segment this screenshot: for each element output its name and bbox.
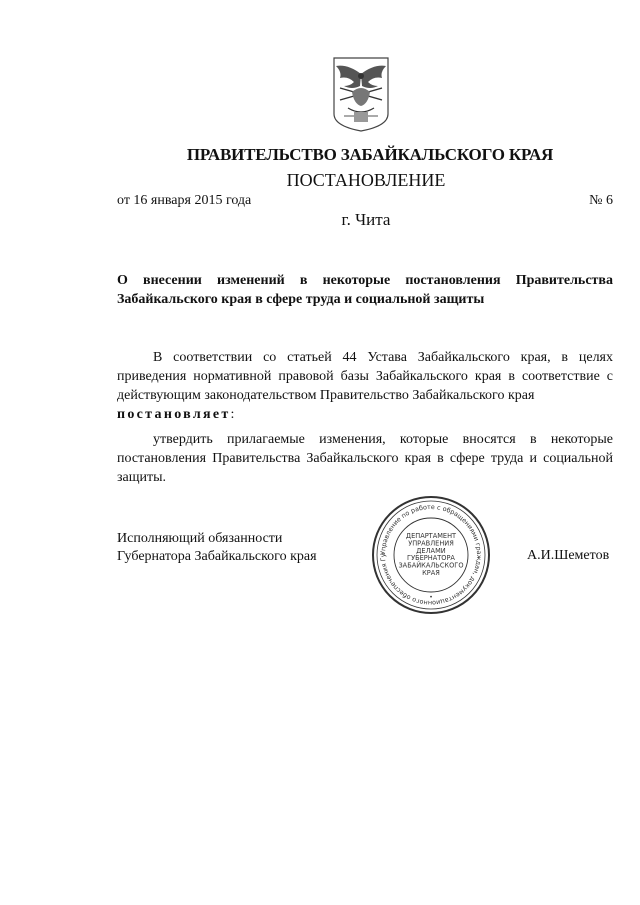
stamp-center-line: ЗАБАЙКАЛЬСКОГО bbox=[398, 561, 464, 570]
stamp-center-line: КРАЯ bbox=[422, 569, 440, 577]
resolves-word: постановляет bbox=[117, 407, 231, 422]
svg-text:Управление по работе с обращен: Управление по работе с обращениями граждан, документационного обеспечения Гу bbox=[378, 502, 484, 608]
document-type: ПОСТАНОВЛЕНИЕ bbox=[286, 170, 446, 190]
official-stamp-icon bbox=[370, 494, 492, 616]
signatory-name: А.И.Шеметов bbox=[527, 548, 610, 563]
stamp-center-line: ДЕПАРТАМЕНТ bbox=[405, 532, 457, 540]
document-number: № 6 bbox=[589, 193, 613, 208]
stamp-center-line: ДЕЛАМИ bbox=[416, 546, 446, 555]
svg-text:•: • bbox=[429, 594, 433, 601]
coat-of-arms-icon bbox=[330, 56, 392, 132]
resolves-colon: : bbox=[230, 407, 235, 422]
body-paragraph-1-text: В соответствии со статьей 44 Устава Забайкальского края, в целях приведения нормативной правовой базы Забайкальского края в соответствие с действующим законодательством Правительство Забайкальского края bbox=[117, 350, 613, 403]
signatory-position-line-2: Губернатора Забайкальского края bbox=[117, 549, 317, 564]
document-city: г. Чита bbox=[341, 210, 391, 229]
body-paragraph-1 bbox=[117, 348, 613, 424]
resolves-line bbox=[117, 405, 613, 424]
signatory-position-line-1: Исполняющий обязанности bbox=[117, 531, 283, 546]
stamp-center-line: ГУБЕРНАТОРА bbox=[407, 554, 455, 563]
signatory-position bbox=[117, 530, 317, 566]
stamp-center-line: УПРАВЛЕНИЯ bbox=[408, 539, 454, 548]
document-date: от 16 января 2015 года bbox=[117, 193, 252, 208]
document-subject: О внесении изменений в некоторые постановления Правительства Забайкальского края в сфере труда и социальной защиты bbox=[117, 273, 613, 307]
government-title: ПРАВИТЕЛЬСТВО ЗАБАЙКАЛЬСКОГО КРАЯ bbox=[186, 145, 554, 164]
body-paragraph-2: утвердить прилагаемые изменения, которые вносятся в некоторые постановления Правительства Забайкальского края в сфере труда и социальной защиты. bbox=[117, 432, 613, 485]
